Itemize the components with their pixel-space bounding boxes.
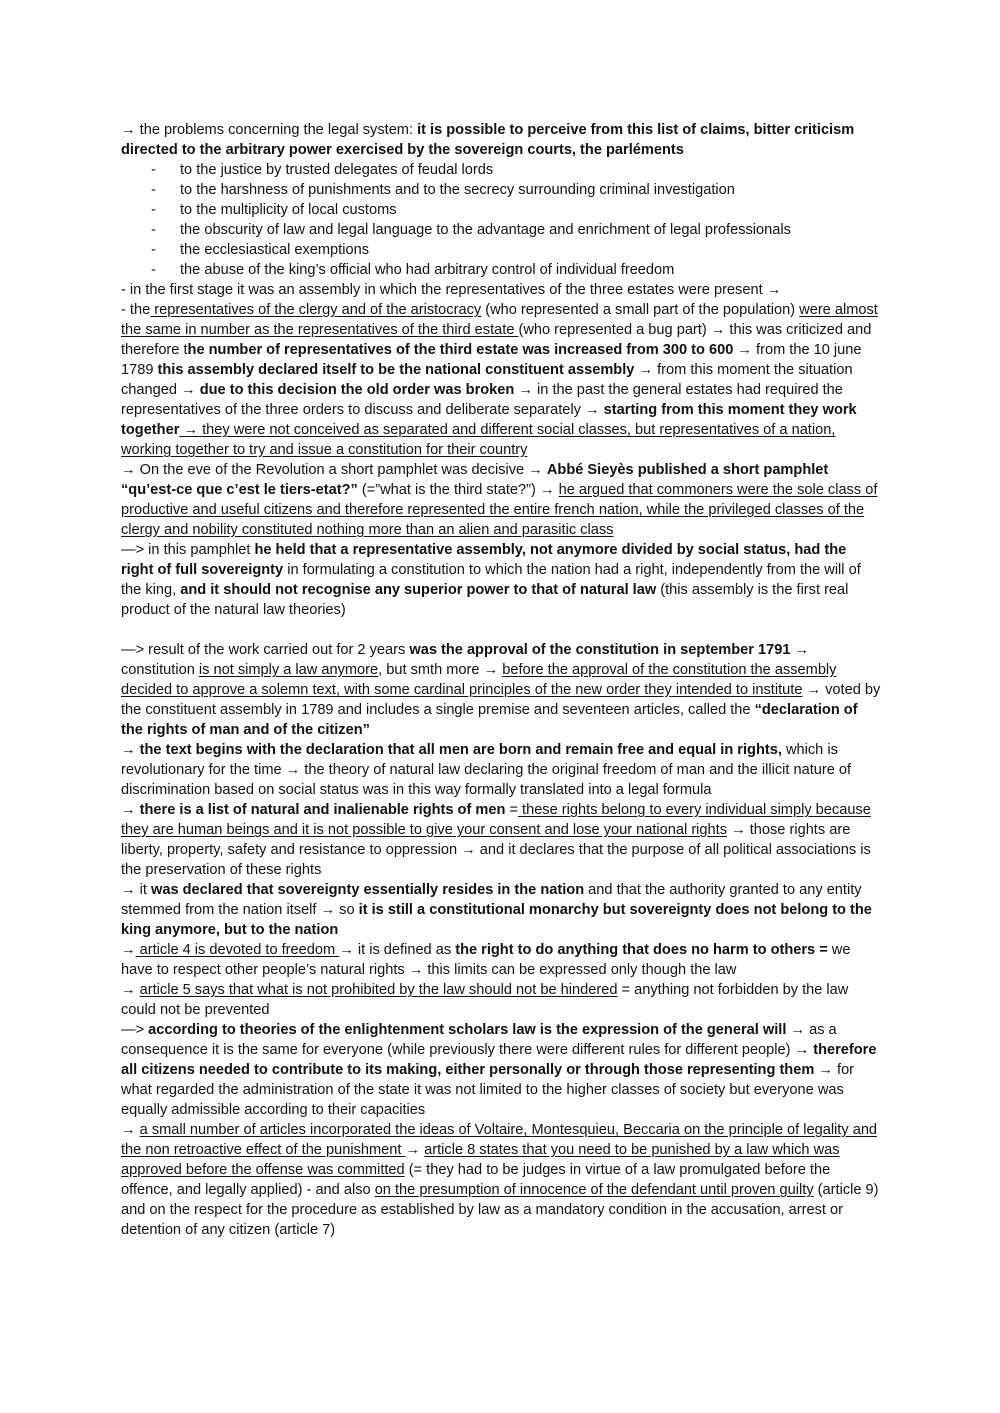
sovereignty-paragraph xyxy=(121,540,881,620)
text-run: (who represented a small part of the population) xyxy=(481,302,800,318)
bold-text: Abbé Sieyès published a short pamphlet “qu’est-ce que c’est le tiers-etat?” xyxy=(121,462,829,498)
text-run: (= they had to be judges in virtue of a law promulgated before the offence, and legally applied) - and also xyxy=(121,1162,831,1198)
text-run: → it xyxy=(121,882,151,898)
bold-text: the right to do anything that does no harm to others = xyxy=(455,942,828,958)
text-run: → constitution xyxy=(121,642,810,678)
general-will-paragraph xyxy=(121,1020,881,1120)
list-item-text: the ecclesiastical exemptions xyxy=(180,242,369,258)
underlined-text: these rights belong to every individual simply because they are human beings and it is not possible to give your consent and lose your national rights xyxy=(121,802,871,838)
bold-text: according to theories of the enlightenment scholars law is the expression of the general will xyxy=(148,1022,787,1038)
natural-rights-paragraph xyxy=(121,800,881,880)
text-run: → for what regarded the administration of the state it was not limited to the higher classes of society but everyone was equally admissible according to their capacities xyxy=(121,1062,855,1118)
bullet-dash: - xyxy=(151,222,156,238)
text-run: (this assembly is the first real product of the natural law theories) xyxy=(121,582,849,618)
text-run: (article 9) and on the respect for the procedure as established by law as a mandatory condition in the accusation, arrest or detention of any citizen (article 7) xyxy=(121,1182,879,1238)
pamphlet-paragraph xyxy=(121,460,881,540)
list-item xyxy=(121,180,881,200)
text-run: → xyxy=(121,942,136,958)
criticism-list xyxy=(121,160,881,280)
list-item-text: to the harshness of punishments and to the secrecy surrounding criminal investigation xyxy=(180,182,735,198)
bold-text: and it should not recognise any superior power to that of natural law xyxy=(180,582,657,598)
text-run: (=”what is the third state?”) → xyxy=(357,482,559,498)
text-run: (who represented a bug part) → this was criticized and therefore t xyxy=(121,322,872,358)
document-page xyxy=(121,120,881,1240)
bold-text: he held that a representative assembly, not anymore divided by social status, had the right of full sovereignty xyxy=(121,542,847,578)
intro-bold-text: it is possible to perceive from this list of claims, bitter criticism directed to the arbitrary power exercised by the sovereign courts, the parléments xyxy=(121,122,855,158)
list-item xyxy=(121,220,881,240)
bold-text: it is still a constitutional monarchy but sovereignty does not belong to the king anymore, but to the nation xyxy=(121,902,872,938)
text-run: and that the authority granted to any entity stemmed from the nation itself → so xyxy=(121,882,862,918)
text-run: → On the eve of the Revolution a short pamphlet was decisive → xyxy=(121,462,547,478)
bullet-dash: - xyxy=(151,262,156,278)
text-run: which is revolutionary for the time → the theory of natural law declaring the original freedom of man and the illicit nature of discrimination based on social status was in this way formally translated into a legal formula xyxy=(121,742,852,798)
equality-paragraph xyxy=(121,740,881,800)
text-run: = anything not forbidden by the law could not be prevented xyxy=(121,982,849,1018)
constitution-paragraph xyxy=(121,640,881,740)
list-item xyxy=(121,200,881,220)
underlined-text: before the approval of the constitution the assembly decided to approve a solemn text, with some cardinal principles of the new order they intended to institute xyxy=(121,662,837,698)
bullet-dash: - xyxy=(151,242,156,258)
list-item-text: the abuse of the king’s official who had arbitrary control of individual freedom xyxy=(180,262,675,278)
list-item xyxy=(121,160,881,180)
underlined-text: they were not conceived as separated and different social classes, but representatives of a nation, working together to try and issue a constitution for their country xyxy=(121,422,836,458)
text-run: → xyxy=(121,742,140,758)
blank-line xyxy=(121,620,881,640)
list-item-text: to the justice by trusted delegates of feudal lords xyxy=(180,162,494,178)
underlined-text: → xyxy=(179,422,203,438)
bold-text: the text begins with the declaration that all men are born and remain free and equal in rights, xyxy=(139,742,782,758)
bold-text: therefore all citizens needed to contribute to its making, either personally or through those representing them xyxy=(121,1042,877,1078)
bold-text: “declaration of the rights of man and of the citizen” xyxy=(121,702,858,738)
text-run: → xyxy=(121,1122,140,1138)
text-run: we have to respect other people’s natural rights → this limits can be expressed only though the law xyxy=(121,942,851,978)
list-item-text: the obscurity of law and legal language to the advantage and enrichment of legal professionals xyxy=(180,222,791,238)
text-run: → xyxy=(121,982,140,998)
bold-text: was declared that sovereignty essentially resides in the nation xyxy=(151,882,585,898)
bold-text: due to this decision the old order was broken xyxy=(199,382,515,398)
underlined-text: he argued that commoners were the sole class of productive and useful citizens and therefore represented the entire french nation, while the privileged classes of the clergy and nobility constituted nothing more than an alien and parasitic class xyxy=(121,482,878,538)
text-run: → from the 10 june 1789 xyxy=(121,342,862,378)
list-item-text: to the multiplicity of local customs xyxy=(180,202,397,218)
bullet-dash: - xyxy=(151,182,156,198)
nation-sovereignty-paragraph xyxy=(121,880,881,940)
text-run: , but smth more → xyxy=(378,662,503,678)
underlined-text: article 4 is devoted to freedom xyxy=(135,942,340,958)
bold-text: there is a list of natural and inalienable rights of men xyxy=(139,802,506,818)
text-run: → as a consequence it is the same for everyone (while previously there were different rules for different people) → xyxy=(121,1022,837,1058)
bold-text: this assembly declared itself to be the national constituent assembly xyxy=(157,362,635,378)
list-item xyxy=(121,260,881,280)
bold-text: he number of representatives of the third estate was increased from 300 to 600 xyxy=(187,342,734,358)
text-run: —> result of the work carried out for 2 years xyxy=(121,642,410,658)
text-run: in formulating a constitution to which the nation had a right, independently from the will of the king, xyxy=(121,562,861,598)
text-run: → xyxy=(121,802,140,818)
bold-text: starting from this moment they work together xyxy=(121,402,857,438)
bullet-dash: - xyxy=(151,162,156,178)
text-run: → those rights are liberty, property, safety and resistance to oppression → and it declares that the purpose of all political associations is the preservation of these rights xyxy=(121,822,871,878)
article-5-paragraph xyxy=(121,980,881,1020)
legality-paragraph xyxy=(121,1120,881,1240)
text-run: = xyxy=(505,802,518,818)
text-run: → voted by the constituent assembly in 1789 and includes a single premise and seventeen articles, called the xyxy=(121,682,881,718)
underlined-text: on the presumption of innocence of the defendant until proven guilty xyxy=(374,1182,814,1198)
text-run: → xyxy=(405,1142,425,1158)
text-run: → it is defined as xyxy=(339,942,456,958)
text-run: - the xyxy=(121,302,151,318)
bold-text: was the approval of the constitution in september 1791 xyxy=(409,642,791,658)
bullet-dash: - xyxy=(151,202,156,218)
intro-text: → the problems concerning the legal system: xyxy=(121,122,418,138)
first-stage-paragraph: - in the first stage it was an assembly in which the representatives of the three estates were present → xyxy=(121,282,782,298)
text-run: → from this moment the situation changed → xyxy=(121,362,853,398)
list-item xyxy=(121,240,881,260)
underlined-text: a small number of articles incorporated the ideas of Voltaire, Montesquieu, Beccaria on the principle of legality and the non retroactive effect of the punishment xyxy=(121,1122,878,1158)
text-run: → in the past the general estates had required the representatives of the three orders to discuss and deliberate separately → xyxy=(121,382,843,418)
text-run: —> xyxy=(121,1022,149,1038)
text-run: —> in this pamphlet xyxy=(121,542,255,558)
underlined-text: representatives of the clergy and of the aristocracy xyxy=(150,302,482,318)
underlined-text: article 5 says that what is not prohibited by the law should not be hindered xyxy=(139,982,618,998)
underlined-text: were almost the same in number as the representatives of the third estate xyxy=(121,302,878,338)
intro-paragraph xyxy=(121,120,881,160)
underlined-text: is not simply a law anymore xyxy=(198,662,379,678)
underlined-text: article 8 states that you need to be punished by a law which was approved before the offense was committed xyxy=(121,1142,840,1178)
representatives-paragraph xyxy=(121,300,881,460)
article-4-paragraph xyxy=(121,940,881,980)
